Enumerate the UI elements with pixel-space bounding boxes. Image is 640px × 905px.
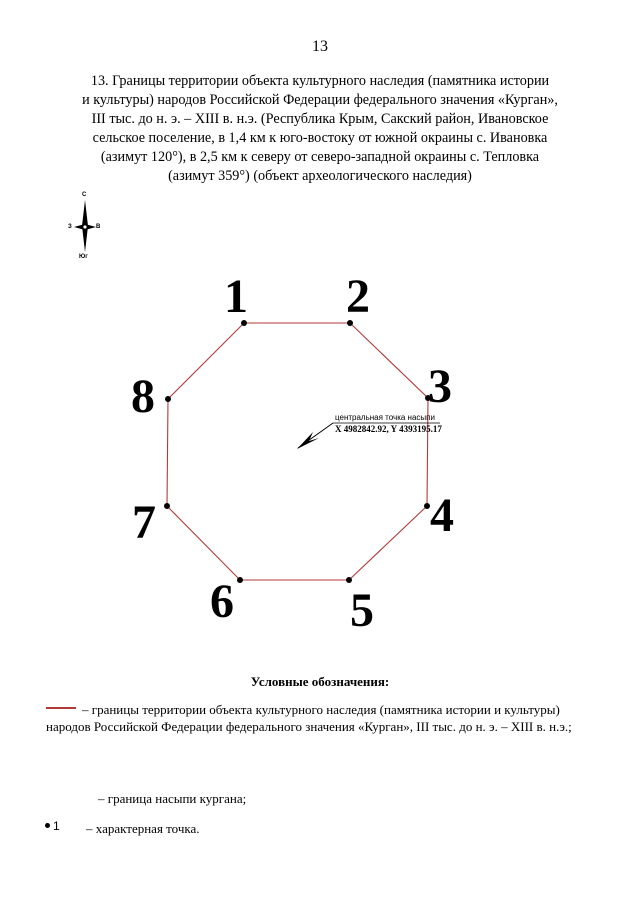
page-number: 13: [312, 38, 328, 55]
vertex-point: [164, 503, 170, 509]
vertex-label-5: 5: [350, 584, 374, 637]
boundary-plan: [0, 260, 640, 640]
center-point-label: центральная точка насыпи: [335, 413, 435, 422]
vertex-point: [237, 577, 243, 583]
compass-west-label: З: [68, 224, 72, 230]
legend-text: – границы территории объекта культурного наследия (памятника истории и культуры): [82, 702, 560, 717]
vertex-label-4: 4: [430, 489, 454, 542]
title-line: III тыс. до н. э. – XIII в. н.э. (Республика Крым, Сакский район, Ивановское: [91, 111, 549, 127]
title-line: (азимут 359°) (объект археологического наследия): [168, 168, 472, 184]
vertex-label-6: 6: [210, 575, 234, 628]
title-line: и культуры) народов Российской Федерации федерального значения «Курган»,: [82, 92, 558, 108]
compass-arrow: [60, 188, 110, 266]
legend-text: народов Российской Федерации федерального значения «Курган», III тыс. до н. э. – XIII в. н.э.;: [46, 719, 572, 734]
vertex-label-2: 2: [346, 270, 370, 323]
vertex-label-1: 1: [224, 270, 248, 323]
compass-north-label: С: [82, 192, 87, 198]
center-point-coords: X 4982842.92, Y 4393195.17: [335, 424, 442, 434]
legend-item-mound-boundary: – граница насыпи кургана;: [98, 791, 247, 806]
boundary-polygon: [167, 323, 428, 580]
vertex-label-3: 3: [428, 360, 452, 413]
legend-marker-label: 1: [53, 819, 60, 833]
legend-heading: Условные обозначения:: [250, 674, 390, 689]
title-line: 13. Границы территории объекта культурного наследия (памятника истории: [90, 73, 550, 89]
point-dot-icon: [45, 823, 50, 828]
vertex-label-7: 7: [132, 496, 156, 549]
legend-point-marker: [42, 820, 88, 834]
compass-rose-icon: [60, 188, 110, 266]
compass-south-label: Юг: [79, 254, 88, 260]
title-line: сельское поселение, в 1,4 км к юго-востоку от южной окраины с. Ивановка: [92, 130, 548, 146]
compass-east-label: В: [96, 224, 101, 230]
legend-item-boundary: [46, 701, 596, 735]
vertex-point: [165, 396, 171, 402]
vertex-point: [346, 577, 352, 583]
title-line: (азимут 120°), в 2,5 км к северу от северо-западной окраины с. Тепловка: [100, 149, 540, 165]
vertex-label-8: 8: [131, 370, 155, 423]
document-title: [50, 72, 590, 186]
legend-red-line-swatch: [46, 707, 76, 709]
legend-item-point: – характерная точка.: [86, 821, 200, 836]
